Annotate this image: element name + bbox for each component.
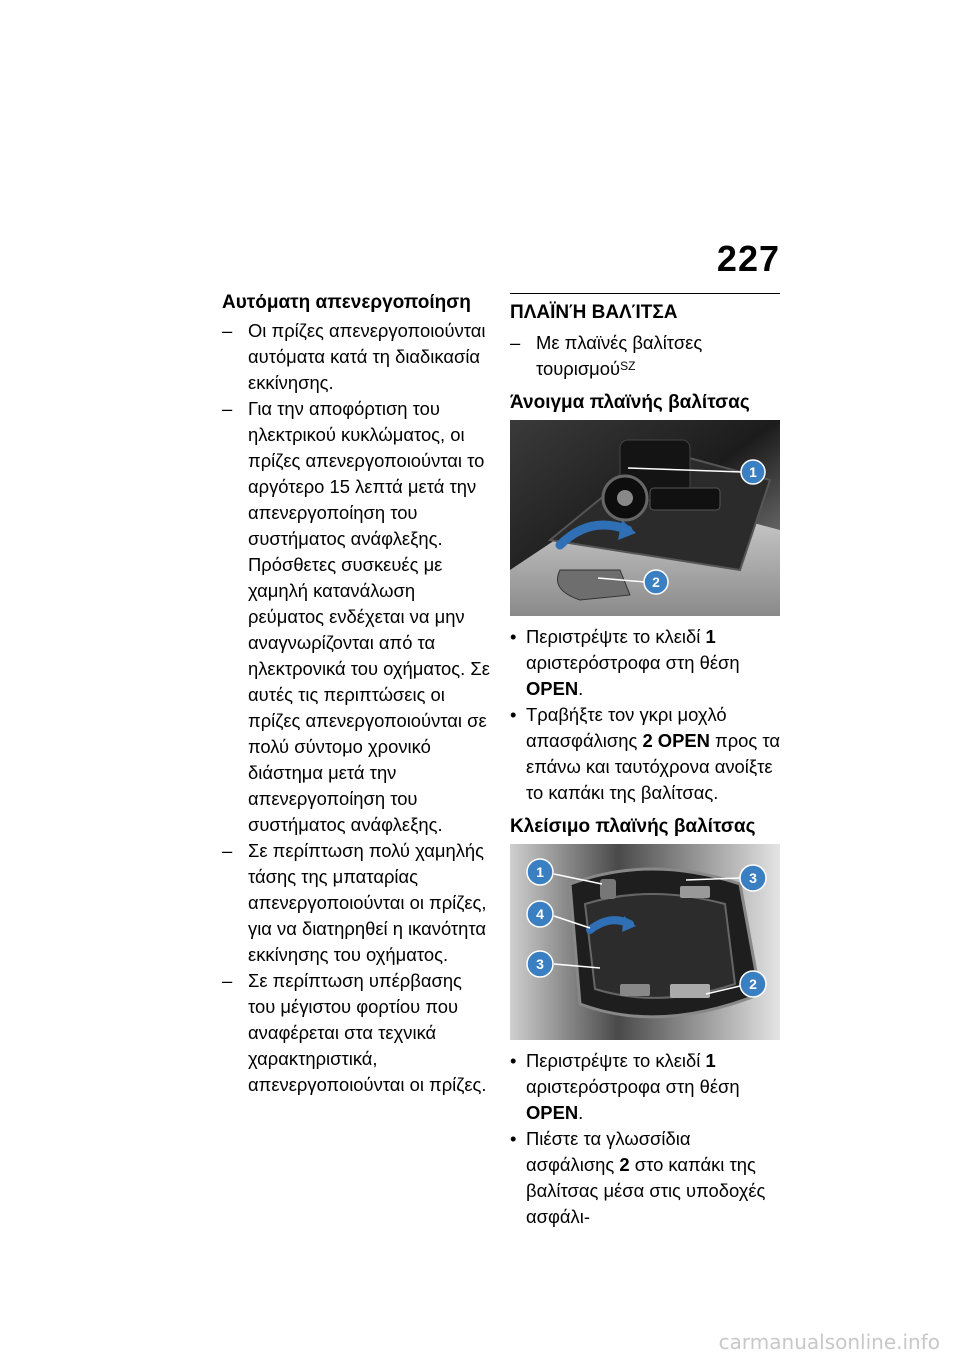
auto-off-heading: Αυτόματη απενεργοποίηση — [222, 292, 471, 313]
section-title: ΠΛΑΪΝΉ ΒΑΛΊΤΣΑ — [510, 293, 780, 326]
open-case-photo — [510, 420, 780, 616]
watermark: carmanualsonline.info — [718, 1330, 940, 1354]
callout-1: 1 — [536, 864, 544, 880]
list-item: • Πιέστε τα γλωσσίδια ασφάλισης 2 στο καπάκι της βαλίτσας μέσα στις υποδοχές ασφάλι- — [510, 1128, 766, 1227]
list-item: • Τραβήξτε τον γκρι μοχλό απασφάλισης 2 OPEN προς τα επάνω και ταυτόχρονα ανοίξτε το καπάκι της βαλίτσας. — [510, 704, 781, 803]
open-case-heading: Άνοιγμα πλαϊνής βαλίτσας — [510, 392, 750, 413]
dash-bullet: – — [222, 840, 233, 861]
callout-3: 3 — [536, 956, 544, 972]
callout-2: 2 — [749, 976, 757, 992]
bullet-dot: • — [510, 704, 517, 725]
dash-bullet: – — [510, 332, 521, 353]
list-item-text: Για την αποφόρτιση του ηλεκτρικού κυκλώματος, οι πρίζες απενεργοποιούνται το αργότερο 15 λεπτά μετά την απενεργοποίηση του συστήματος ανάφλεξης. Πρόσθετες συσκευές με χαμηλή κατανάλωση ρεύματος ενδέχεται να μην αναγνωρίζονται από τα ηλεκτρονικά του οχήματος. Σε αυτές τις περιπτώσεις οι πρίζες απενεργοποιούνται σε πολύ σύντομο χρονικό διάστημα μετά την απενεργοποίηση του συστήματος ανάφλεξης. — [248, 398, 490, 835]
callout-2: 2 — [652, 574, 660, 590]
dash-bullet: – — [222, 398, 233, 419]
bullet-dot: • — [510, 1050, 517, 1071]
dash-bullet: – — [222, 970, 233, 991]
callout-3: 3 — [749, 870, 757, 886]
bullet-dot: • — [510, 1128, 517, 1149]
list-item: • Περιστρέψτε το κλειδί 1 αριστερόστροφα στη θέση OPEN. — [510, 1050, 740, 1123]
list-item-text: Σε περίπτωση πολύ χαμηλής τάσης της μπαταρίας απενεργοποιούνται οι πρίζες, για να διατηρηθεί η ικανότητα εκκίνησης του οχήματος. — [248, 840, 487, 965]
intro-item — [510, 330, 780, 382]
left-column — [222, 290, 490, 1098]
page-number: 227 — [716, 238, 780, 279]
list-item-text: Σε περίπτωση υπέρβασης του μέγιστου φορτίου που αναφέρεται στα τεχνικά χαρακτηριστικά, απενεργοποιούνται οι πρίζες. — [248, 970, 487, 1095]
callout-1: 1 — [749, 464, 757, 480]
intro-text: Με πλαϊνές βαλίτσες τουρισμού — [536, 332, 703, 379]
bullet-dot: • — [510, 626, 517, 647]
list-item — [222, 968, 490, 1098]
list-item-text: Οι πρίζες απενεργοποιούνται αυτόματα κατά τη διαδικασία εκκίνησης. — [248, 320, 486, 393]
close-case-photo — [510, 844, 780, 1040]
option-code: SZ — [620, 359, 636, 373]
list-item — [222, 396, 490, 838]
close-case-heading: Κλείσιμο πλαϊνής βαλίτσας — [510, 816, 756, 837]
callout-4: 4 — [536, 906, 544, 922]
right-column — [510, 290, 780, 1230]
list-item — [222, 318, 490, 396]
dash-bullet: – — [222, 320, 233, 341]
list-item: • Περιστρέψτε το κλειδί 1 αριστερόστροφα στη θέση OPEN. — [510, 626, 740, 699]
list-item — [222, 838, 490, 968]
